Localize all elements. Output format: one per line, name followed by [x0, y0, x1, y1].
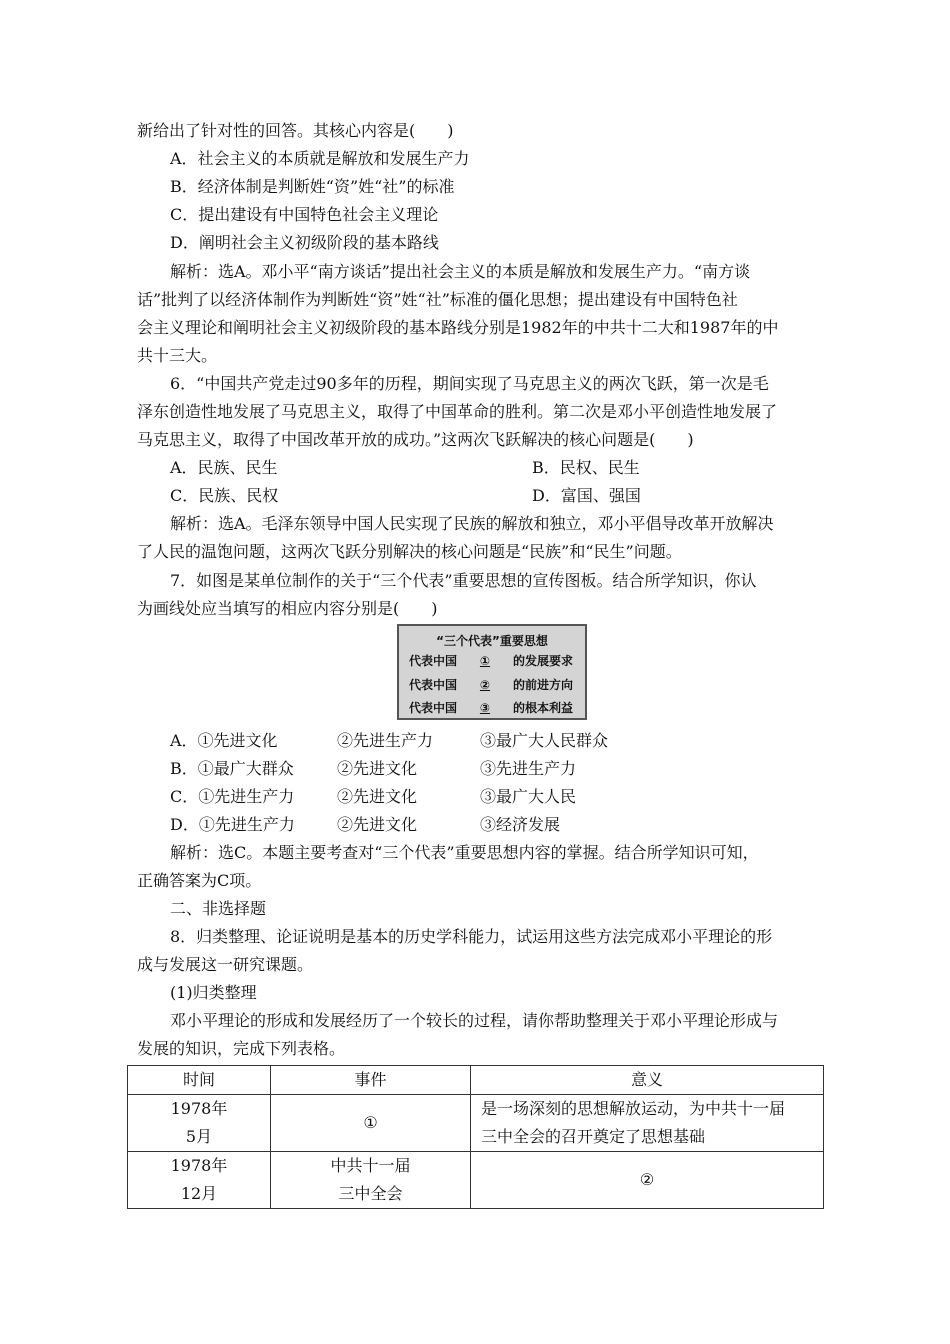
q6-stem: 泽东创造性地发展了马克思主义，取得了中国革命的胜利。第二次是邓小平创造性地发展了: [137, 402, 778, 421]
table-row: [128, 1095, 824, 1152]
q6-option-c: C．民族、民权: [170, 486, 279, 505]
q7-option-a-part3: ③最广大人民群众: [480, 731, 609, 750]
q5-option-a: A．社会主义的本质就是解放和发展生产力: [170, 149, 470, 168]
table-header-time: 时间: [128, 1066, 271, 1095]
q8-sub1-title: (1)归类整理: [170, 983, 257, 1002]
q6-stem: 马克思主义，取得了中国改革开放的成功。”这两次飞跃解决的核心问题是( ): [137, 430, 694, 449]
q5-option-d: D．阐明社会主义初级阶段的基本路线: [170, 233, 439, 252]
q7-option-d: D．①先进生产力: [170, 815, 295, 834]
q6-stem: 6．“中国共产党走过90多年的历程，期间实现了马克思主义的两次飞跃，第一次是毛: [170, 374, 769, 393]
section-heading: 二、非选择题: [170, 899, 267, 918]
q7-option-b-part2: ②先进文化: [337, 759, 418, 778]
q7-option-c: C．①先进生产力: [170, 787, 295, 806]
q8-stem: 成与发展这一研究课题。: [137, 955, 314, 974]
q5-analysis: 话”批判了以经济体制作为判断姓“资”姓“社”标准的僵化思想；提出建设有中国特色社: [137, 290, 738, 309]
q6-analysis: 解析：选A。毛泽东领导中国人民实现了民族的解放和独立，邓小平倡导改革开放解决: [170, 514, 774, 533]
q7-option-d-part2: ②先进文化: [337, 815, 418, 834]
summary-table: [127, 1065, 824, 1209]
table-header-event: 事件: [271, 1066, 471, 1095]
poster-title: “三个代表”重要思想: [436, 634, 548, 648]
table-cell-event: ①: [271, 1095, 471, 1152]
q8-intro: 发展的知识，完成下列表格。: [137, 1039, 346, 1058]
q7-option-c-part2: ②先进文化: [337, 787, 418, 806]
q5-stem: 新给出了针对性的回答。其核心内容是( ): [137, 121, 454, 140]
q7-option-a-part2: ②先进生产力: [337, 731, 434, 750]
table-cell-event: 中共十一届 三中全会: [271, 1152, 471, 1209]
q5-option-c: C．提出建设有中国特色社会主义理论: [170, 205, 439, 224]
table-row: [128, 1152, 824, 1209]
q7-stem: 为画线处应当填写的相应内容分别是( ): [137, 599, 438, 618]
table-header-row: [128, 1066, 824, 1095]
three-represents-poster: [397, 624, 587, 720]
q7-option-c-part3: ③最广大人民: [480, 787, 577, 806]
q7-option-a: A．①先进文化: [170, 731, 278, 750]
q6-option-b: B．民权、民生: [532, 458, 640, 477]
table-cell-meaning: ②: [471, 1152, 824, 1209]
q6-option-a: A．民族、民生: [170, 458, 278, 477]
poster-row: 代表中国 ① 的发展要求: [409, 654, 574, 668]
q8-intro: 邓小平理论的形成和发展经历了一个较长的过程，请你帮助整理关于邓小平理论形成与: [170, 1011, 779, 1030]
q8-stem: 8．归类整理、论证说明是基本的历史学科能力，试运用这些方法完成邓小平理论的形: [170, 927, 773, 946]
q7-stem: 7．如图是某单位制作的关于“三个代表”重要思想的宣传图板。结合所学知识，你认: [170, 571, 757, 590]
q7-option-d-part3: ③经济发展: [480, 815, 561, 834]
q5-analysis: 解析：选A。邓小平“南方谈话”提出社会主义的本质是解放和发展生产力。“南方谈: [170, 262, 751, 281]
table-header-meaning: 意义: [471, 1066, 824, 1095]
q7-option-b: B．①最广大群众: [170, 759, 294, 778]
table-cell-time: 1978年 5月: [128, 1095, 271, 1152]
q7-analysis: 正确答案为C项。: [137, 871, 262, 890]
poster-row: 代表中国 ③ 的根本利益: [409, 701, 574, 715]
q7-analysis: 解析：选C。本题主要考查对“三个代表”重要思想内容的掌握。结合所学知识可知，: [170, 843, 759, 862]
table-cell-time: 1978年 12月: [128, 1152, 271, 1209]
q5-analysis: 共十三大。: [137, 346, 218, 365]
poster-row: 代表中国 ② 的前进方向: [409, 678, 574, 692]
q7-option-b-part3: ③先进生产力: [480, 759, 577, 778]
q5-option-b: B．经济体制是判断姓“资”姓“社”的标准: [170, 177, 455, 196]
q5-analysis: 会主义理论和阐明社会主义初级阶段的基本路线分别是1982年的中共十二大和1987年的中: [137, 318, 779, 337]
table-cell-meaning: 是一场深刻的思想解放运动，为中共十一届 三中全会的召开奠定了思想基础: [471, 1095, 824, 1152]
q6-analysis: 了人民的温饱问题，这两次飞跃分别解决的核心问题是“民族”和“民生”问题。: [137, 542, 682, 561]
q6-option-d: D．富国、强国: [532, 486, 641, 505]
